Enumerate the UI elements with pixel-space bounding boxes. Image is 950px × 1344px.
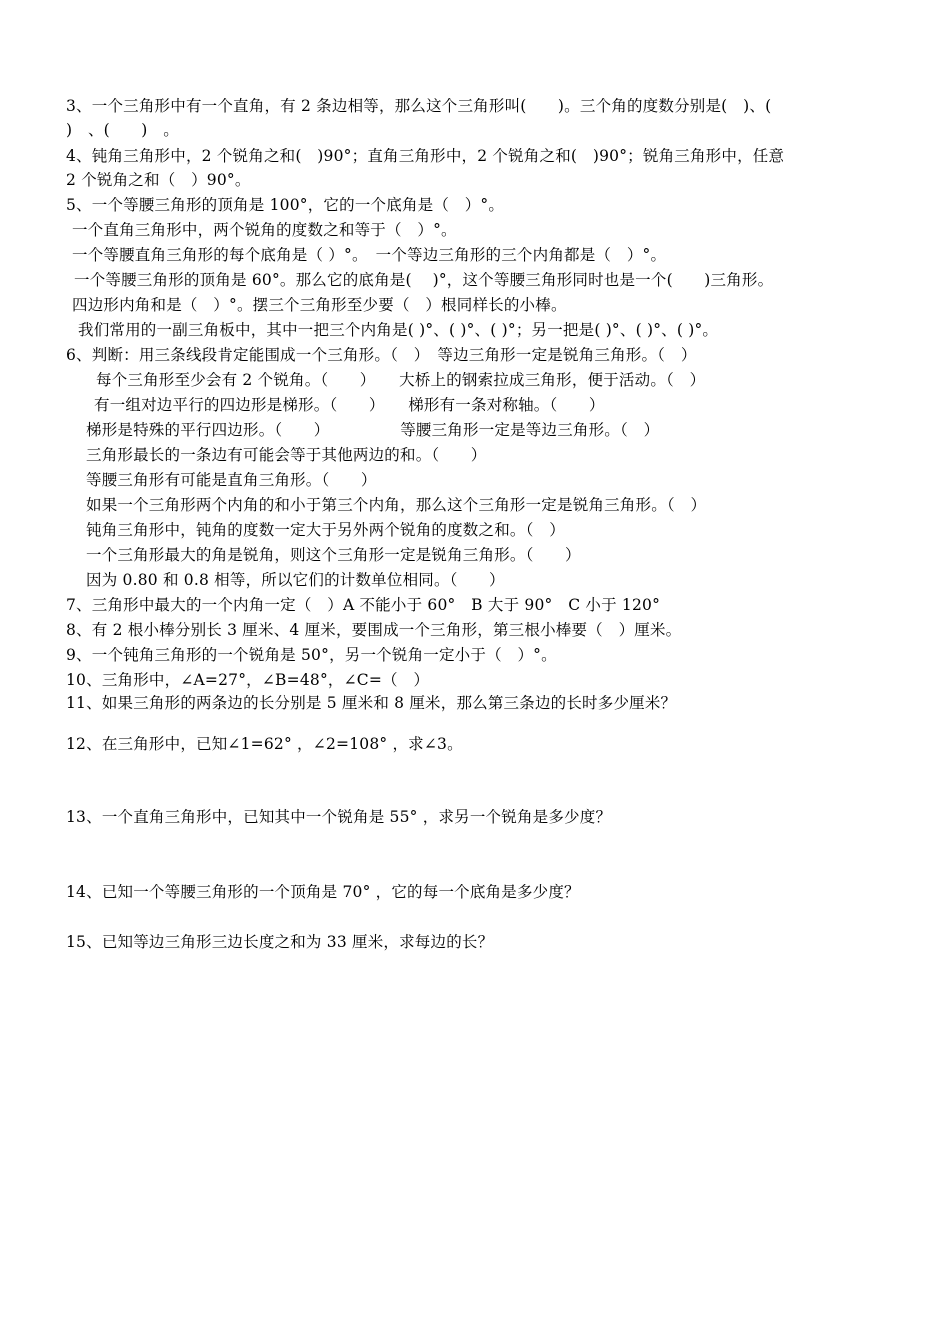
question-5-line-3: 一个等腰直角三角形的每个底角是（ ）°。 一个等边三角形的三个内角都是（ ）°。 <box>72 246 667 264</box>
question-6-line-7: 如果一个三角形两个内角的和小于第三个内角，那么这个三角形一定是锐角三角形。（ ） <box>86 496 707 514</box>
question-7: 7、三角形中最大的一个内角一定（ ）A 不能小于 60° B 大于 90° C 小于 120° <box>66 596 661 614</box>
question-9: 9、一个钝角三角形的一个锐角是 50°，另一个锐角一定小于（ ）°。 <box>66 646 557 664</box>
question-6-line-1: 6、判断：用三条线段肯定能围成一个三角形。（ ） 等边三角形一定是锐角三角形。（ ） <box>66 346 697 364</box>
question-5-line-4: 一个等腰三角形的顶角是 60°。那么它的底角是( )°，这个等腰三角形同时也是一个( )三角形。 <box>74 271 774 289</box>
question-11: 11、如果三角形的两条边的长分别是 5 厘米和 8 厘米，那么第三条边的长时多少厘米？ <box>66 694 677 712</box>
question-6-line-2: 每个三角形至少会有 2 个锐角。（ ） 大桥上的钢索拉成三角形，便于活动。（ ） <box>96 371 706 389</box>
question-5-line-1: 5、一个等腰三角形的顶角是 100°，它的一个底角是（ ）°。 <box>66 196 505 214</box>
question-13: 13、一个直角三角形中，已知其中一个锐角是 55° ，求另一个锐角是多少度？ <box>66 808 612 826</box>
question-4-line-2: 2 个锐角之和（ ）90°。 <box>66 171 251 189</box>
question-3-line-1: 3、一个三角形中有一个直角，有 2 条边相等，那么这个三角形叫( )。三个角的度数分别是( )、( <box>66 97 772 115</box>
question-5-line-5: 四边形内角和是（ ）°。摆三个三角形至少要（ ）根同样长的小棒。 <box>72 296 567 314</box>
question-6-line-6: 等腰三角形有可能是直角三角形。（ ） <box>86 471 377 489</box>
question-5-line-6: 我们常用的一副三角板中，其中一把三个内角是( )°、( )°、( )°；另一把是( )°、( )°、( )°。 <box>78 321 719 339</box>
question-6-line-4: 梯形是特殊的平行四边形。（ ） 等腰三角形一定是等边三角形。（ ） <box>86 421 660 439</box>
question-6-line-9: 一个三角形最大的角是锐角，则这个三角形一定是锐角三角形。（ ） <box>86 546 581 564</box>
question-10: 10、三角形中，∠A=27°，∠B=48°，∠C=（ ） <box>66 671 430 689</box>
question-6-line-10: 因为 0.80 和 0.8 相等，所以它们的计数单位相同。（ ） <box>86 571 505 589</box>
question-5-line-2: 一个直角三角形中，两个锐角的度数之和等于（ ）°。 <box>72 221 457 239</box>
question-6-line-3: 有一组对边平行的四边形是梯形。（ ） 梯形有一条对称轴。（ ） <box>94 396 605 414</box>
question-8: 8、有 2 根小棒分别长 3 厘米、4 厘米，要围成一个三角形，第三根小棒要（ ）厘米。 <box>66 621 682 639</box>
question-4-line-1: 4、钝角三角形中，2 个锐角之和( )90°；直角三角形中，2 个锐角之和( )90°；锐角三角形中，任意 <box>66 147 785 165</box>
question-6-line-5: 三角形最长的一条边有可能会等于其他两边的和。（ ） <box>86 446 487 464</box>
question-3-line-2: ) 、( ) 。 <box>66 121 179 139</box>
question-14: 14、已知一个等腰三角形的一个顶角是 70° ，它的每一个底角是多少度？ <box>66 883 580 901</box>
question-6-line-8: 钝角三角形中，钝角的度数一定大于另外两个锐角的度数之和。（ ） <box>86 521 565 539</box>
question-12: 12、在三角形中，已知∠1=62° ，∠2=108° ，求∠3。 <box>66 735 463 753</box>
question-15: 15、已知等边三角形三边长度之和为 33 厘米，求每边的长？ <box>66 933 494 951</box>
